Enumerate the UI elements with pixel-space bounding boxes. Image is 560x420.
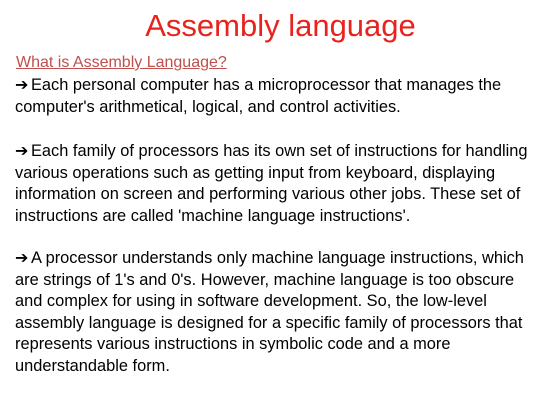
paragraph-1 [15,75,546,118]
paragraph-1-text: Each personal computer has a microprocessor that manages the computer's arithmetical, logical, and control activities. [15,76,502,116]
paragraph-2-text: Each family of processors has its own set of instructions for handling various operations such as getting input from keyboard, displaying information on screen and performing various other jobs. These set of instructions are called 'machine language instructions'. [15,142,528,225]
arrow-icon: ➔ [15,77,29,94]
arrow-icon: ➔ [15,143,29,160]
arrow-icon: ➔ [15,250,29,267]
slide-subtitle: What is Assembly Language? [16,54,227,71]
slide-title: Assembly language [145,8,416,43]
paragraph-2 [15,141,546,227]
paragraph-3-text: A processor understands only machine language instructions, which are strings of 1's and 0's. However, machine language is too obscure and complex for using in software development. So, the low-level assembly language is designed for a specific family of processors that represents various instructions in symbolic code and a more understandable form. [15,249,524,375]
paragraph-3 [15,248,546,377]
